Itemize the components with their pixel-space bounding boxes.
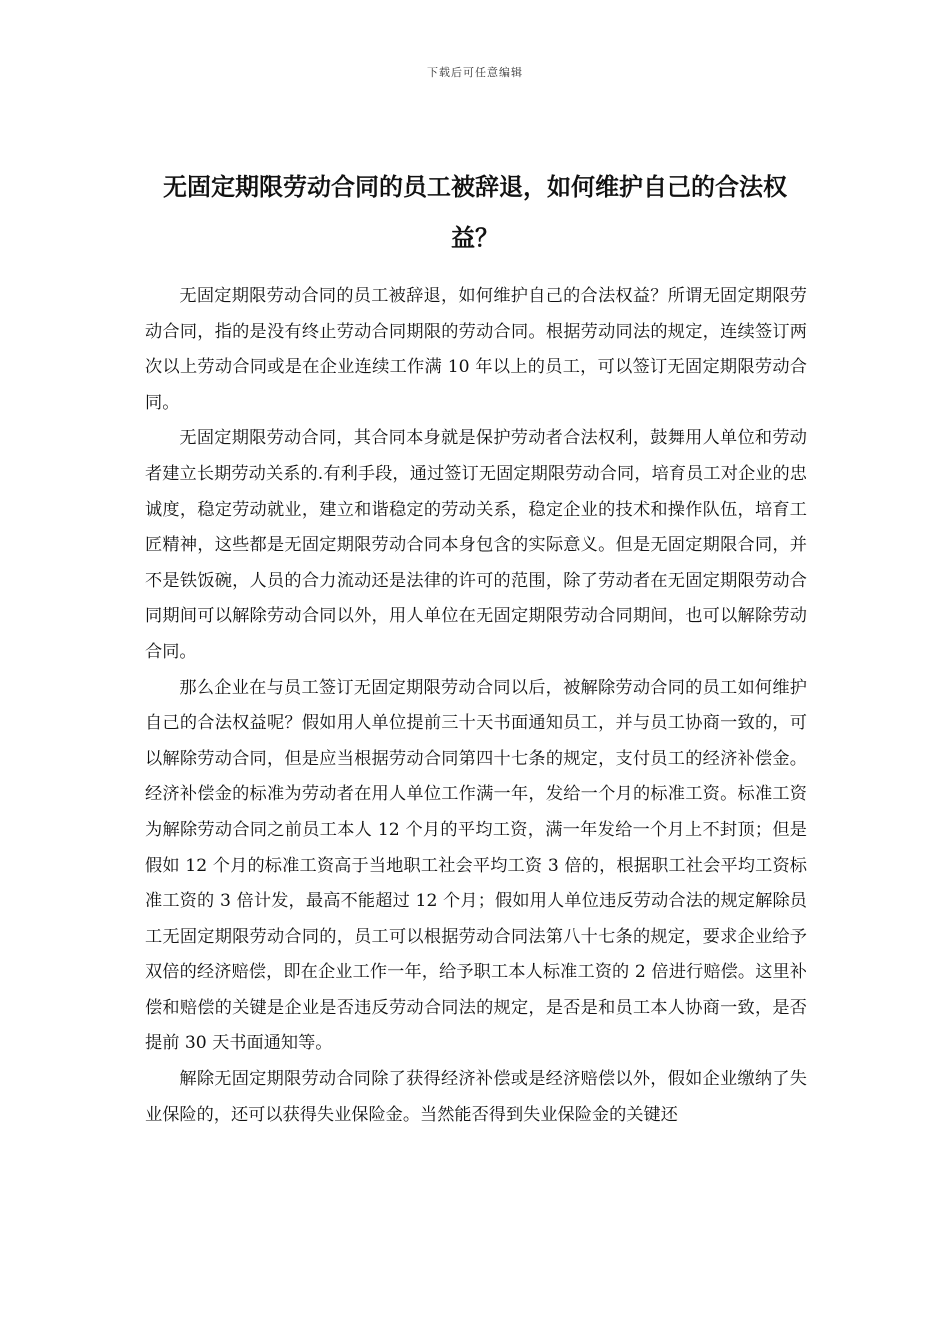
paragraph: 无固定期限劳动合同，其合同本身就是保护劳动者合法权利，鼓舞用人单位和劳动者建立长期劳动关系的.有利手段，通过签订无固定期限劳动合同，培育员工对企业的忠诚度，稳定劳动就业，建立和谐稳定的劳动关系，稳定企业的技术和操作队伍，培育工匠精神，这些都是无固定期限劳动合同本身包含的实际意义。但是无固定期限合同，并不是铁饭碗，人员的合力流动还是法律的许可的范围，除了劳动者在无固定期限劳动合同期间可以解除劳动合同以外，用人单位在无固定期限劳动合同期间，也可以解除劳动合同。 xyxy=(145,428,807,662)
header-note: 下载后可任意编辑 xyxy=(427,66,523,79)
paragraph: 那么企业在与员工签订无固定期限劳动合同以后，被解除劳动合同的员工如何维护自己的合法权益呢？假如用人单位提前三十天书面通知员工，并与员工协商一致的，可以解除劳动合同，但是应当根据劳动合同第四十七条的规定，支付员工的经济补偿金。经济补偿金的标准为劳动者在用人单位工作满一年，发给一个月的标准工资。标准工资为解除劳动合同之前员工本人 12 个月的平均工资，满一年发给一个月上不封顶；但是假如 12 个月的标准工资高于当地职工社会平均工资 3 倍的，根据职工社会平均工资标准工资的 3 倍计发，最高不能超过 12 个月；假如用人单位违反劳动合法的规定解除员工无固定期限劳动合同的，员工可以根据劳动合同法第八十七条的规定，要求企业给予双倍的经济赔偿，即在企业工作一年，给予职工本人标准工资的 2 倍进行赔偿。这里补偿和赔偿的关键是企业是否违反劳动合同法的规定，是否是和员工本人协商一致，是否提前 30 天书面通知等。 xyxy=(145,677,807,1054)
paragraph: 解除无固定期限劳动合同除了获得经济补偿或是经济赔偿以外，假如企业缴纳了失业保险的，还可以获得失业保险金。当然能否得到失业保险金的关键还 xyxy=(145,1069,807,1125)
document-body xyxy=(145,279,807,1133)
paragraph: 无固定期限劳动合同的员工被辞退，如何维护自己的合法权益？所谓无固定期限劳动合同，指的是没有终止劳动合同期限的劳动合同。根据劳动同法的规定，连续签订两次以上劳动合同或是在企业连续工作满 10 年以上的员工，可以签订无固定期限劳动合同。 xyxy=(145,286,807,413)
document-title: 无固定期限劳动合同的员工被辞退，如何维护自己的合法权益？ xyxy=(163,173,787,253)
